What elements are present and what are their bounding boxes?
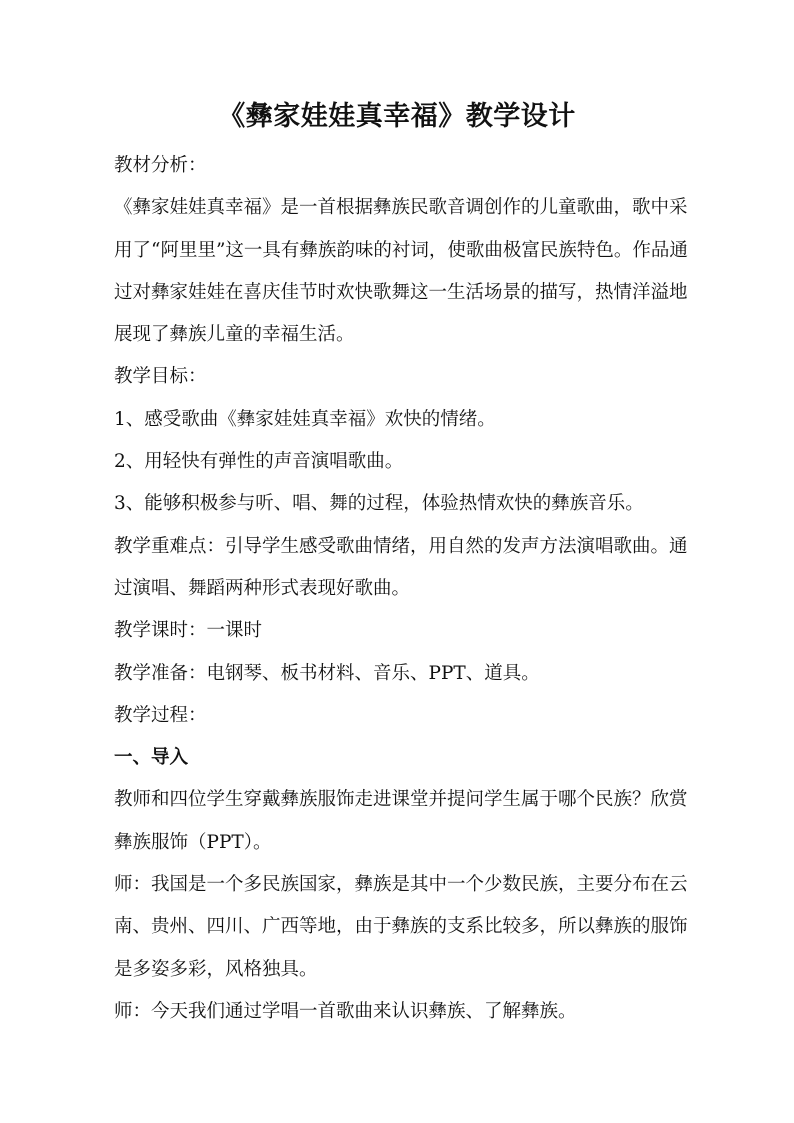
paragraph-teacher-remark-1: 师：我国是一个多民族国家，彝族是其中一个少数民族，主要分布在云南、贵州、四川、广西等地，由于彝族的支系比较多，所以彝族的服饰是多姿多彩，风格独具。 <box>114 874 688 980</box>
goal-item-1: 1、感受歌曲《彝家娃娃真幸福》欢快的情绪。 <box>114 408 496 430</box>
goal-item-3: 3、能够积极参与听、唱、舞的过程，体验热情欢快的彝族音乐。 <box>114 493 644 515</box>
section-heading-teaching-goals: 教学目标： <box>114 366 207 388</box>
subheading-introduction: 一、导入 <box>114 747 189 769</box>
document-body <box>114 145 694 1033</box>
paragraph-teacher-remark-2: 师：今天我们通过学唱一首歌曲来认识彝族、了解彝族。 <box>114 1000 577 1022</box>
goal-item-2: 2、用轻快有弹性的声音演唱歌曲。 <box>114 451 404 473</box>
section-heading-teaching-process: 教学过程： <box>114 704 207 726</box>
paragraph-preparation: 教学准备：电钢琴、板书材料、音乐、PPT、道具。 <box>114 662 540 684</box>
paragraph-class-hours: 教学课时：一课时 <box>114 620 263 642</box>
paragraph-introduction-activity: 教师和四位学生穿戴彝族服饰走进课堂并提问学生属于哪个民族？欣赏彝族服饰（PPT）。 <box>114 789 688 853</box>
paragraph-key-difficulties: 教学重难点：引导学生感受歌曲情绪，用自然的发声方法演唱歌曲。通过演唱、舞蹈两种形式表现好歌曲。 <box>114 535 688 599</box>
section-heading-material-analysis: 教材分析： <box>114 155 207 176</box>
document-title: 《彝家娃娃真幸福》教学设计 <box>218 101 576 132</box>
paragraph-material-analysis: 《彝家娃娃真幸福》是一首根据彝族民歌音调创作的儿童歌曲，歌中采用了“阿里里”这一具有彝族韵味的衬词，使歌曲极富民族特色。作品通过对彝家娃娃在喜庆佳节时欢快歌舞这一生活场景的描写，热情洋溢地展现了彝族儿童的幸福生活。 <box>114 197 688 346</box>
